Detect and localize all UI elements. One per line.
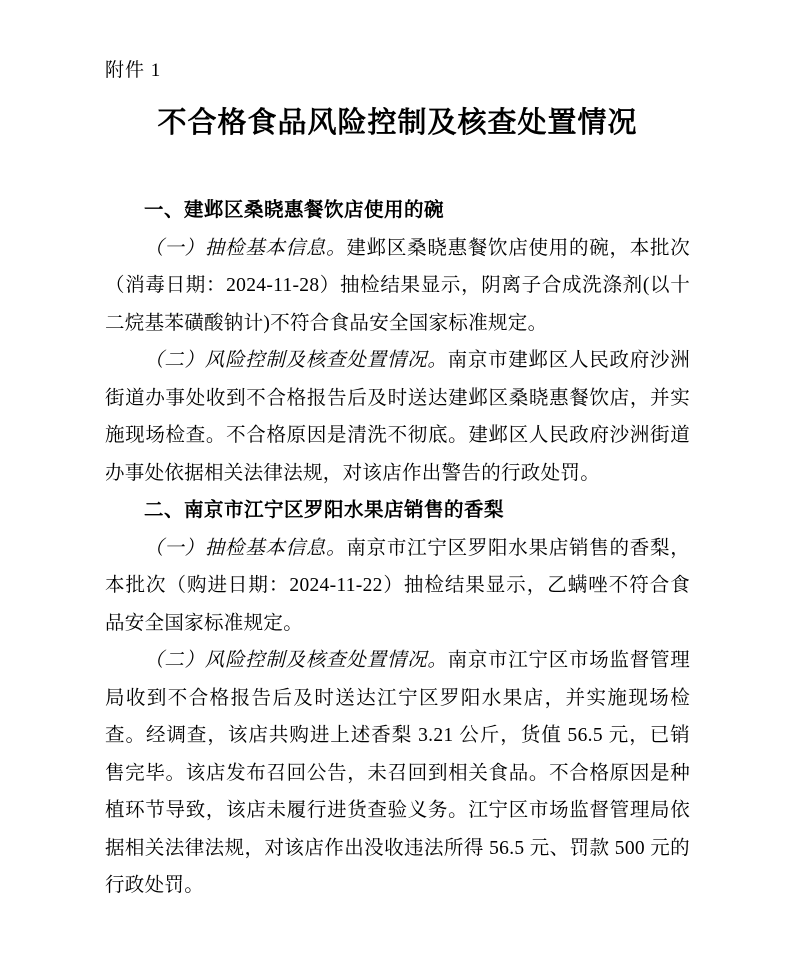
section-2-paragraph-1-lead: （一）抽检基本信息。 (144, 537, 347, 559)
section-1-paragraph-1-body: 建邺区桑晓惠餐饮店使用的碗，本批次（消毒日期：2024-11-28）抽检结果显示，阴离子合成洗涤剂(以十二烷基苯磺酸钠计)不符合食品安全国家标准规定。 (105, 237, 690, 334)
section-1-paragraph-2-lead: （二）风险控制及核查处置情况。 (144, 350, 448, 371)
section-1-paragraph-2-body: 南京市建邺区人民政府沙洲街道办事处收到不合格报告后及时送达建邺区桑晓惠餐饮店，并实施现场检查。不合格原因是清洗不彻底。建邺区人民政府沙洲街道办事处依据相关法律法规，对该店作出警告的行政处罚。 (105, 350, 690, 484)
section-1-heading: 一、建邺区桑晓惠餐饮店使用的碗 (144, 199, 445, 221)
document-title: 不合格食品风险控制及核查处置情况 (157, 107, 638, 139)
section-2-paragraph-2-lead: （二）风险控制及核查处置情况。 (144, 650, 448, 671)
document-body (105, 192, 690, 905)
section-2-paragraph-2 (105, 642, 690, 905)
attachment-label: 附件 1 (105, 60, 162, 81)
section-2-paragraph-2-body: 南京市江宁区市场监督管理局收到不合格报告后及时送达江宁区罗阳水果店，并实施现场检查。经调查，该店共购进上述香梨 3.21 公斤，货值 56.5 元，已销售完毕。该店发布召回公告，未召回到相关食品。不合格原因是种植环节导致，该店未履行进货查验义务。江宁区市场监督管理局依据相关法律法规，对该店作出没收违法所得 56.5 元、罚款 500 元的行政处罚。 (105, 650, 690, 896)
section-1-paragraph-1-lead: （一）抽检基本信息。 (144, 237, 347, 259)
section-2-paragraph-1-body: 南京市江宁区罗阳水果店销售的香梨，本批次（购进日期：2024-11-22）抽检结果显示，乙螨唑不符合食品安全国家标准规定。 (105, 537, 690, 634)
section-2-paragraph-1 (105, 530, 690, 643)
section-2-heading: 二、南京市江宁区罗阳水果店销售的香梨 (144, 499, 505, 521)
section-1-paragraph-1 (105, 230, 690, 343)
section-1-paragraph-2 (105, 342, 690, 492)
